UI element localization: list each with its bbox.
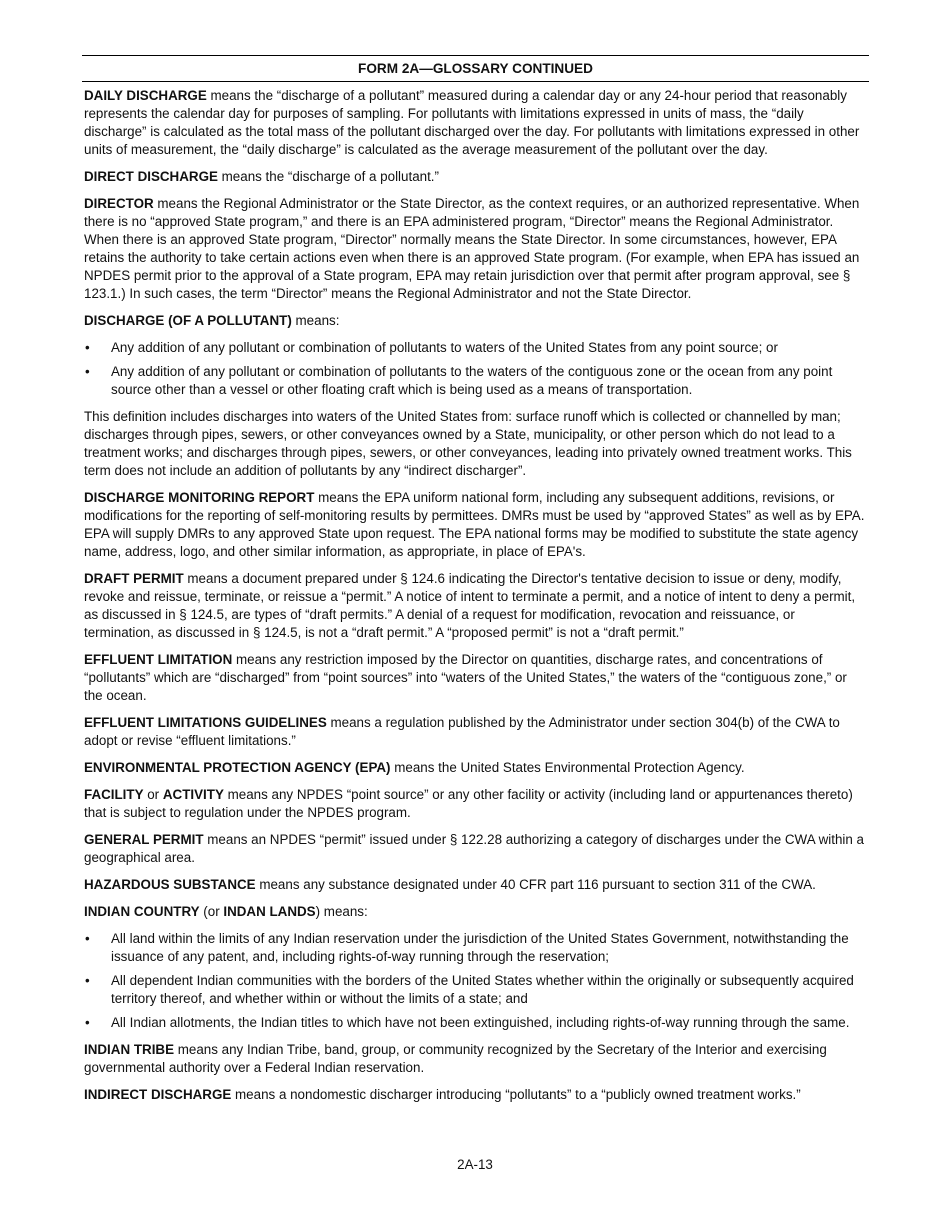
definition: means a regulation published by the Administrator under section 304(b) of the CWA to adopt or revise “effluent limitations.” (84, 715, 840, 748)
list-item (84, 339, 867, 357)
term: DRAFT PERMIT (84, 571, 184, 586)
list-item-text: All land within the limits of any Indian reservation under the jurisdiction of the United States Government, notwithstanding the issuance of any patent, and, including rights-of-way running through the reservation; (111, 931, 849, 964)
entry-direct-discharge (84, 168, 867, 186)
term: HAZARDOUS SUBSTANCE (84, 877, 256, 892)
term: ENVIRONMENTAL PROTECTION AGENCY (EPA) (84, 760, 391, 775)
entry-effluent-limitations-guidelines (84, 714, 867, 750)
definition: ) means: (315, 904, 368, 919)
definition: means any restriction imposed by the Director on quantities, discharge rates, and concentrations of “pollutants” which are “discharged” from “point sources” into “waters of the United States,” the waters of the “contiguous zone,” or the ocean. (84, 652, 847, 703)
bullet-list (84, 930, 867, 1032)
bullet-icon: • (85, 973, 90, 988)
term: INDIAN TRIBE (84, 1042, 175, 1057)
list-item (84, 363, 867, 399)
definition: means an NPDES “permit” issued under § 122.28 authorizing a category of discharges under the CWA within a geographical area. (84, 832, 865, 865)
list-item-text: All dependent Indian communities with the borders of the United States whether within the originally or subsequently acquired territory thereof, and whether within or without the limits of a state; and (111, 973, 854, 1006)
entry-epa (84, 759, 867, 777)
connector: or (143, 787, 163, 802)
bullet-icon: • (85, 931, 90, 946)
bullet-icon: • (85, 364, 90, 379)
list-item (84, 930, 867, 966)
definition: means a document prepared under § 124.6 indicating the Director's tentative decision to issue or deny, modify, revoke and reissue, terminate, or reissue a “permit.” A notice of intent to terminate a permit, and a notice of intent to deny a permit, as discussed in § 124.5, are types of “draft permits.” A denial of a request for modification, revocation and reissuance, or termination, as discussed in § 124.5, is not a “draft permit.” A “proposed permit” is not a “draft permit.” (84, 571, 856, 640)
page-number: 2A-13 (457, 1157, 493, 1172)
term: EFFLUENT LIMITATIONS GUIDELINES (84, 715, 327, 730)
discharge-definition-note: This definition includes discharges into waters of the United States from: surface runoff which is collected or channelled by man; discharges through pipes, sewers, or other conveyances owned by a State, municipality, or other person which do not lead to a treatment works; and discharges through pipes, sewers, or other conveyances, leading into privately owned treatment works. This term does not include an addition of pollutants by any “indirect discharger”. (84, 409, 852, 478)
document-page (82, 55, 869, 1113)
entry-general-permit (84, 831, 867, 867)
definition: means the Regional Administrator or the State Director, as the context requires, or an authorized representative. When there is no “approved State program,” and there is an EPA administered program, “Director” means the Regional Administrator. When there is an approved State program, “Director” normally means the State Director. In some circumstances, however, EPA retains the authority to take certain actions even when there is an approved State program. (For example, when EPA has issued an NPDES permit prior to the approval of a State program, EPA may retain jurisdiction over that permit after program approval, see § 123.1.) In such cases, the term “Director” means the Regional Administrator and not the State Director. (84, 196, 860, 301)
definition: means a nondomestic discharger introducing “pollutants” to a “publicly owned treatment works.” (231, 1087, 801, 1102)
term: DAILY DISCHARGE (84, 88, 207, 103)
definition: means the United States Environmental Protection Agency. (390, 760, 745, 775)
definition: means the “discharge of a pollutant.” (217, 169, 439, 184)
definition: means any NPDES “point source” or any other facility or activity (including land or appurtenances thereto) that is subject to regulation under the NPDES program. (84, 787, 853, 820)
page-title: FORM 2A—GLOSSARY CONTINUED (82, 55, 869, 82)
bullet-icon: • (85, 1015, 90, 1030)
list-item-text: Any addition of any pollutant or combination of pollutants to waters of the United States from any point source; or (111, 340, 778, 355)
entry-discharge-of-pollutant (84, 312, 867, 330)
bullet-icon: • (85, 340, 90, 355)
connector: (or (199, 904, 224, 919)
term: DISCHARGE MONITORING REPORT (84, 490, 315, 505)
definition: means the “discharge of a pollutant” measured during a calendar day or any 24-hour period that reasonably represents the calendar day for purposes of sampling. For pollutants with limitations expressed in units of mass, the “daily discharge” is calculated as the total mass of the pollutant discharged over the day. For pollutants with limitations expressed in other units of measurement, the “daily discharge” is calculated as the average measurement of the pollutant over the day. (84, 88, 860, 157)
term: INDIRECT DISCHARGE (84, 1087, 232, 1102)
list-item-text: All Indian allotments, the Indian titles to which have not been extinguished, including rights-of-way running through the same. (111, 1015, 850, 1030)
term: FACILITY (84, 787, 144, 802)
entry-hazardous-substance (84, 876, 867, 894)
definition: means any substance designated under 40 CFR part 116 pursuant to section 311 of the CWA. (255, 877, 816, 892)
entry-indirect-discharge (84, 1086, 867, 1104)
term: GENERAL PERMIT (84, 832, 204, 847)
list-item (84, 972, 867, 1008)
entry-indian-country (84, 903, 867, 921)
entry-discharge-monitoring-report (84, 489, 867, 561)
definition: means the EPA uniform national form, including any subsequent additions, revisions, or modifications for the reporting of self-monitoring results by permittees. DMRs must be used by “approved States” as well as by EPA. EPA will supply DMRs to any approved State upon request. The EPA national forms may be modified to substitute the state agency name, address, logo, and other similar information, as appropriate, in place of EPA's. (84, 490, 865, 559)
term: DISCHARGE (OF A POLLUTANT) (84, 313, 292, 328)
term-secondary: ACTIVITY (162, 787, 224, 802)
definition: means: (291, 313, 340, 328)
entry-draft-permit (84, 570, 867, 642)
term: DIRECTOR (84, 196, 154, 211)
entry-daily-discharge (84, 87, 867, 159)
list-item (84, 1014, 867, 1032)
entry-indian-tribe (84, 1041, 867, 1077)
definition: means any Indian Tribe, band, group, or community recognized by the Secretary of the Interior and exercising governmental authority over a Federal Indian reservation. (84, 1042, 827, 1075)
entry-effluent-limitation (84, 651, 867, 705)
term: DIRECT DISCHARGE (84, 169, 218, 184)
term: EFFLUENT LIMITATION (84, 652, 233, 667)
bullet-list (84, 339, 867, 399)
term: INDIAN COUNTRY (84, 904, 200, 919)
entry-facility (84, 786, 867, 822)
term-secondary: INDAN LANDS (223, 904, 316, 919)
list-item-text: Any addition of any pollutant or combination of pollutants to the waters of the contiguous zone or the ocean from any point source other than a vessel or other floating craft which is being used as a means of transportation. (111, 364, 833, 397)
entry-director (84, 195, 867, 303)
glossary-content (82, 87, 869, 1104)
